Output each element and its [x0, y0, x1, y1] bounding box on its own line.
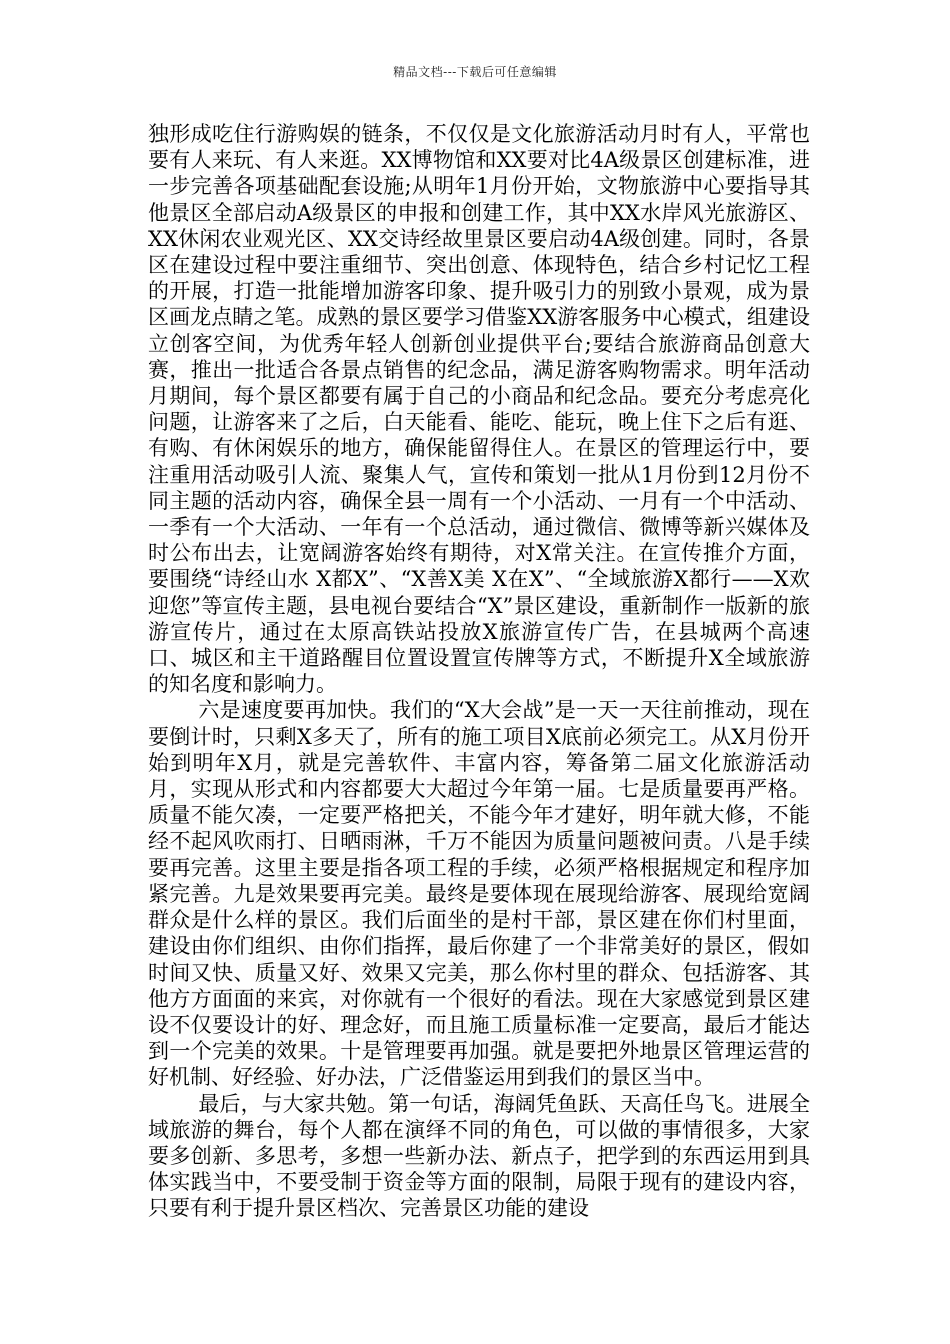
document-body [148, 121, 810, 1222]
page-header: 精品文档---下载后可任意编辑 [393, 65, 557, 79]
paragraph-1: 独形成吃住行游购娱的链条，不仅仅是文化旅游活动月时有人，平常也要有人来玩、有人来逛。XX博物馆和XX要对比4A级景区创建标准，进一步完善各项基础配套设施;从明年1月份开始，文物旅游中心要指导其他景区全部启动A级景区的申报和创建工作，其中XX水岸风光旅游区、XX休闲农业观光区、XX交诗经故里景区要启动4A级创建。同时，各景区在建设过程中要注重细节、突出创意、体现特色，结合乡村记忆工程的开展，打造一批能增加游客印象、提升吸引力的别致小景观，成为景区画龙点睛之笔。成熟的景区要学习借鉴XX游客服务中心模式，组建设立创客空间，为优秀年轻人创新创业提供平台;要结合旅游商品创意大赛，推出一批适合各景点销售的纪念品，满足游客购物需求。明年活动月期间，每个景区都要有属于自己的小商品和纪念品。要充分考虑亮化问题，让游客来了之后，白天能看、能吃、能玩，晚上住下之后有逛、有购、有休闲娱乐的地方，确保能留得住人。在景区的管理运行中，要注重用活动吸引人流、聚集人气，宣传和策划一批从1月份到12月份不同主题的活动内容，确保全县一周有一个小活动、一月有一个中活动、一季有一个大活动、一年有一个总活动，通过微信、微博等新兴媒体及时公布出去，让宽阔游客始终有期待，对X常关注。在宣传推介方面，要围绕“诗经山水 X都X”、“X善X美 X在X”、“全域旅游X都行——X欢迎您”等宣传主题，县电视台要结合“X”景区建设，重新制作一版新的旅游宣传片，通过在太原高铁站投放X旅游宣传广告，在县城两个高速口、城区和主干道路醒目位置设置宣传牌等方式，不断提升X全域旅游的知名度和影响力。 [148, 122, 810, 697]
paragraph-3: 最后，与大家共勉。第一句话，海阔凭鱼跃、天高任鸟飞。进展全域旅游的舞台，每个人都在演绎不同的角色，可以做的事情很多，大家要多创新、多思考，多想一些新办法、新点子，把学到的东西运用到具体实践当中，不要受制于资金等方面的限制，局限于现有的建设内容，只要有利于提升景区档次、完善景区功能的建设 [148, 1091, 810, 1221]
paragraph-2: 六是速度要再加快。我们的“X大会战”是一天一天往前推动，现在要倒计时，只剩X多天了，所有的施工项目X底前必须完工。从X月份开始到明年X月，就是完善软件、丰富内容，筹备第二届文化旅游活动月，实现从形式和内容都要大大超过今年第一届。七是质量要再严格。质量不能欠凑，一定要严格把关，不能今年才建好，明年就大修，不能经不起风吹雨打、日晒雨淋，千万不能因为质量问题被问责。八是手续要再完善。这里主要是指各项工程的手续，必须严格根据规定和程序加紧完善。九是效果要再完美。最终是要体现在展现给游客、展现给宽阔群众是什么样的景区。我们后面坐的是村干部，景区建在你们村里面，建设由你们组织、由你们指挥，最后你建了一个非常美好的景区，假如时间又快、质量又好、效果又完美，那么你村里的群众、包括游客、其他方方面面的来宾，对你就有一个很好的看法。现在大家感觉到景区建设不仅要设计的好、理念好，而且施工质量标准一定要高，最后才能达到一个完美的效果。十是管理要再加强。就是要把外地景区管理运营的好机制、好经验、好办法，广泛借鉴运用到我们的景区当中。 [148, 698, 810, 1090]
